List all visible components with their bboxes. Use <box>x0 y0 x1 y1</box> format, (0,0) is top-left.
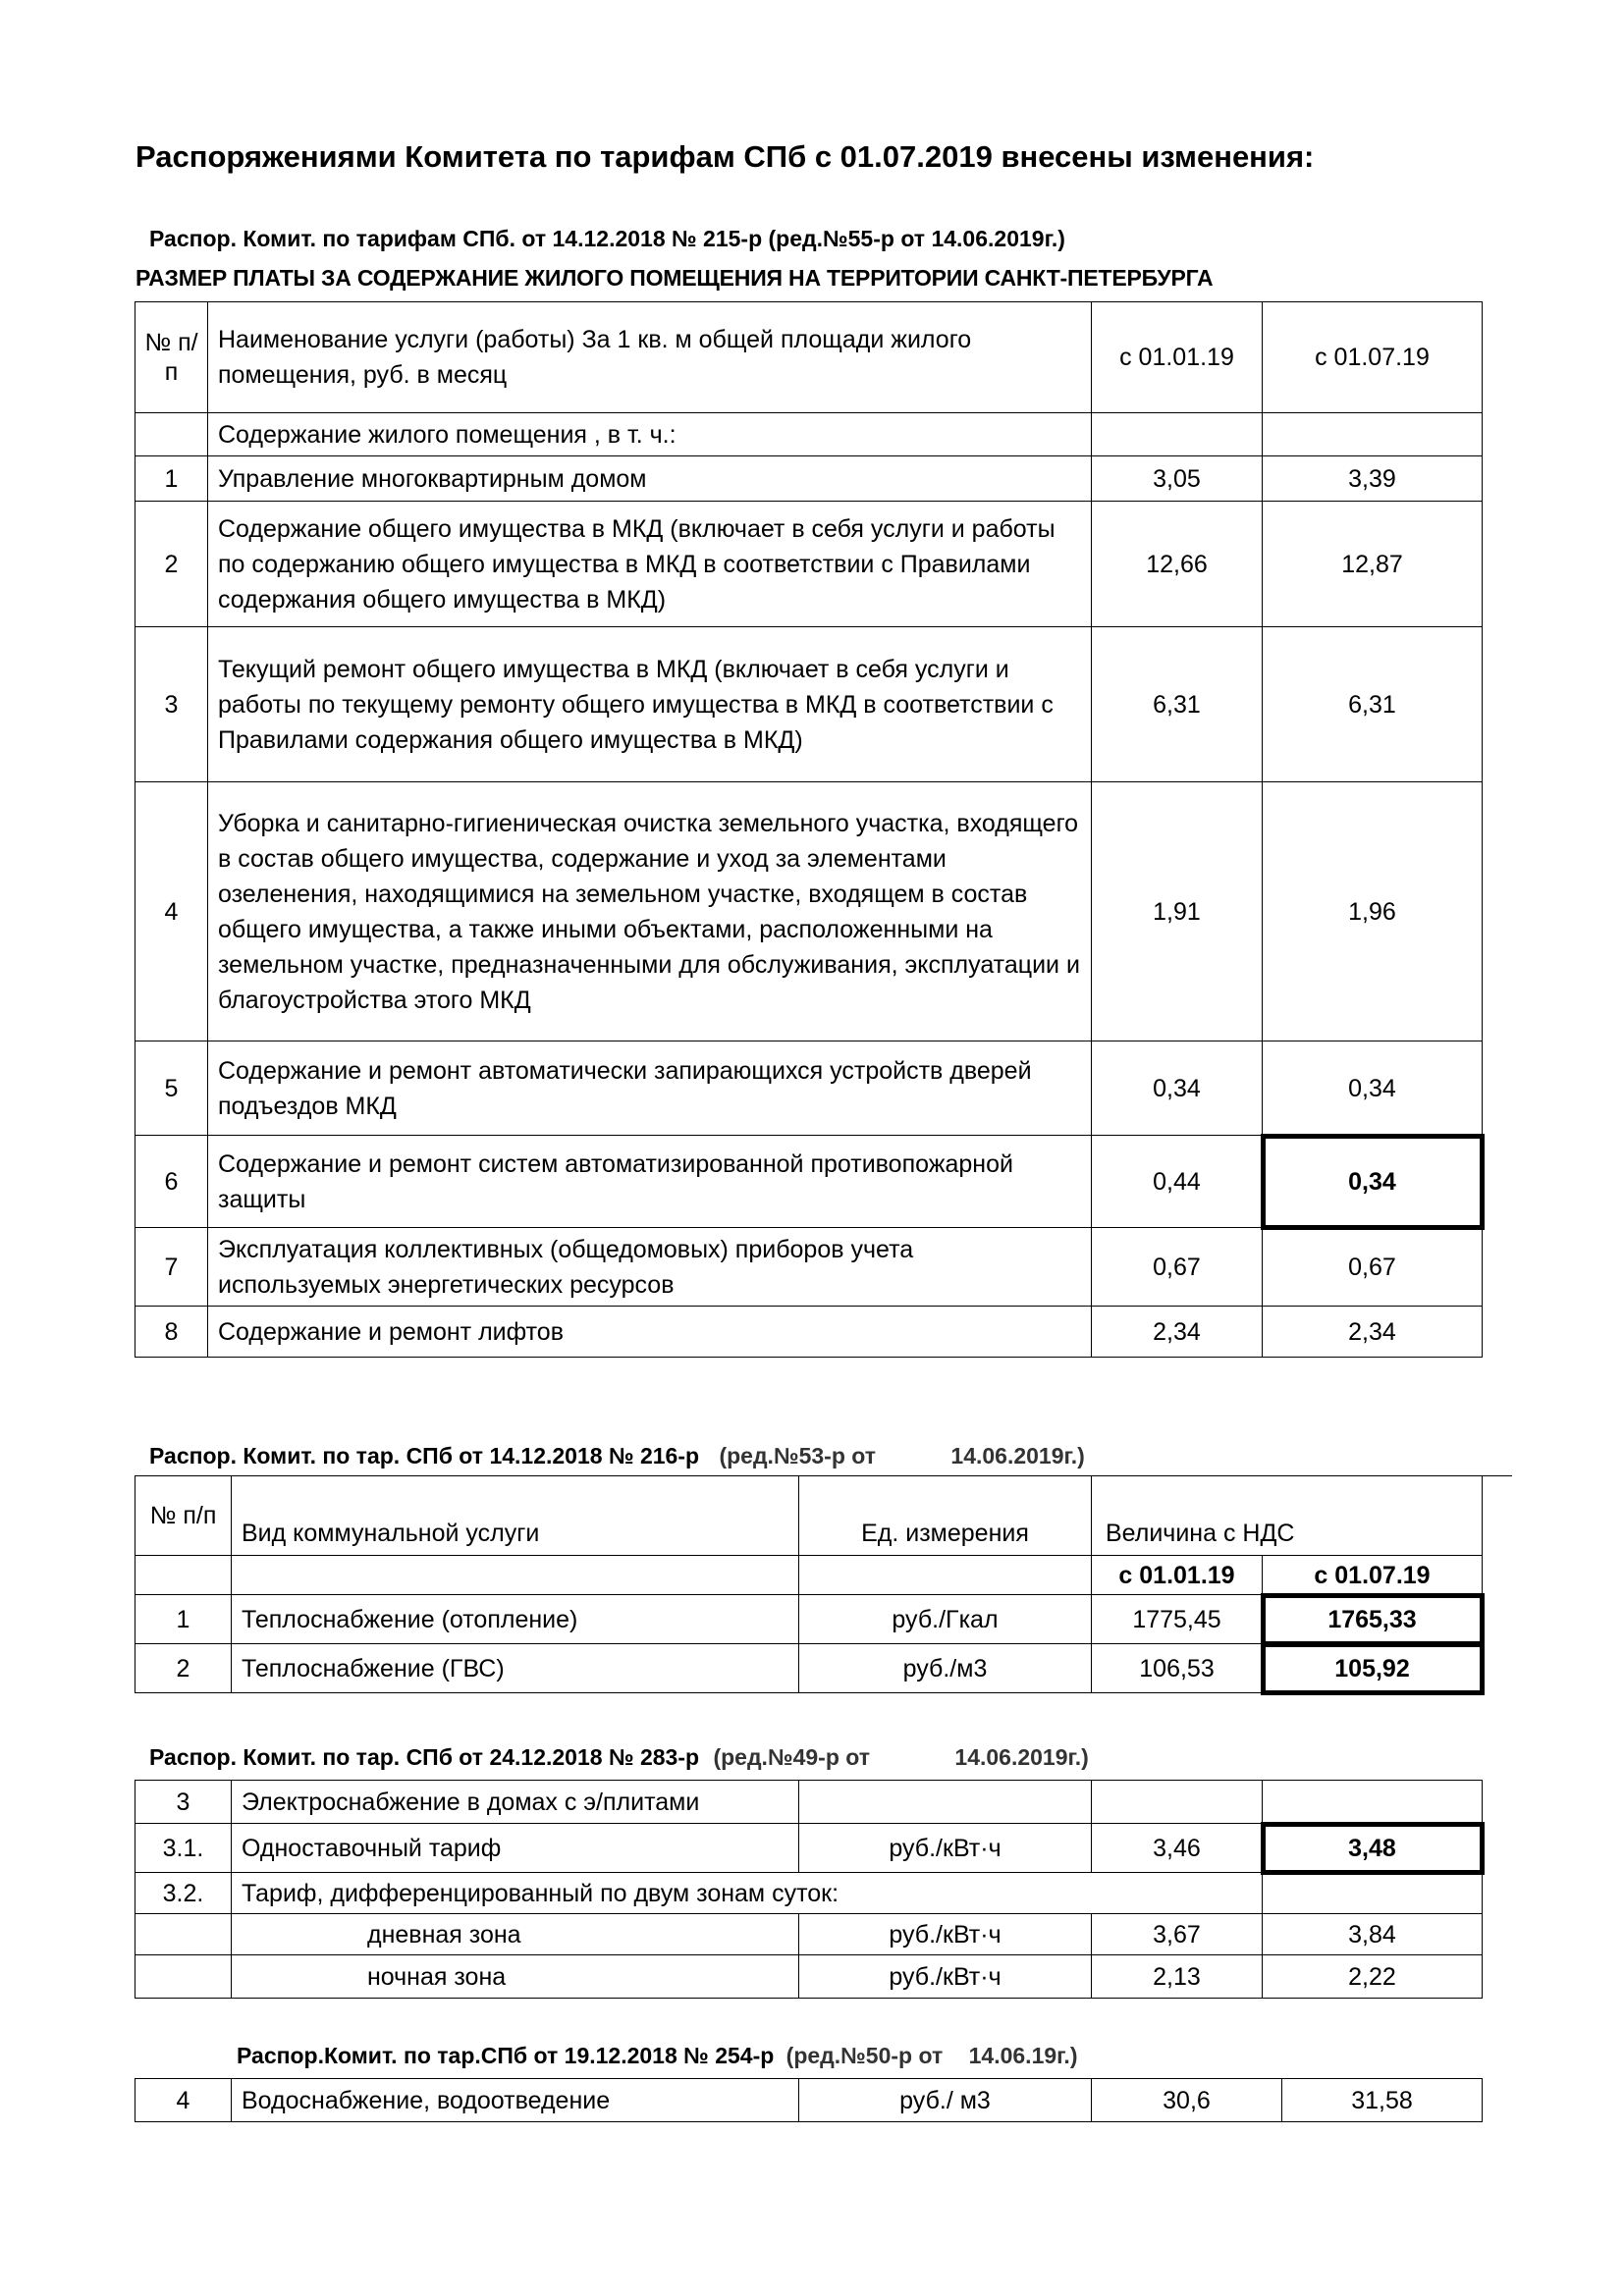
changed-value: 1765,33 <box>1263 1595 1483 1644</box>
table-row: 5 Содержание и ремонт автоматически запирающихся устройств дверей подъездов МКД 0,34 0,34 <box>135 1041 1483 1136</box>
water-table <box>135 2078 1483 2122</box>
table-row: 1 Управление многоквартирным домом 3,05 3,39 <box>135 456 1483 502</box>
section3-ref: Распор. Комит. по тар. СПб от 24.12.2018 № 283-р (ред.№49-р от 14.06.2019г.) <box>149 1744 1089 1770</box>
changed-value: 3,48 <box>1263 1824 1483 1873</box>
table-row: 3 Электроснабжение в домах с э/плитами <box>135 1781 1483 1824</box>
table-row: 3.1. Одноставочный тариф руб./кВт·ч 3,46 3,48 <box>135 1824 1483 1873</box>
table-row: 3 Текущий ремонт общего имущества в МКД (включает в себя услуги и работы по текущему ремонту общего имущества в МКД в соответствии с Правилами содержания общего имущества в МКД) 6,31 6,31 <box>135 627 1483 782</box>
section2-ref: Распор. Комит. по тар. СПб от 14.12.2018 № 216-р (ред.№53-р от 14.06.2019г.) <box>149 1443 1085 1468</box>
table-header-row <box>135 302 1483 413</box>
table-header-row <box>135 1556 1483 1595</box>
electricity-table <box>135 1780 1483 1999</box>
header-col1: с 01.01.19 <box>1092 1556 1263 1595</box>
header-service: Вид коммунальной услуги <box>232 1476 799 1556</box>
table-row: дневная зона руб./кВт·ч 3,67 3,84 <box>135 1914 1483 1955</box>
header-col2: с 01.07.19 <box>1263 302 1483 413</box>
table-row: 7 Эксплуатация коллективных (общедомовых) приборов учета используемых энергетических ресурсов 0,67 0,67 <box>135 1228 1483 1307</box>
header-unit: Ед. измерения <box>799 1476 1092 1556</box>
group-row <box>135 413 1483 456</box>
section4-ref: Распор.Комит. по тар.СПб от 19.12.2018 № 254-р (ред.№50-р от 14.06.19г.) <box>237 2043 1078 2068</box>
maintenance-table <box>135 301 1483 1358</box>
changed-value: 0,34 <box>1263 1136 1483 1228</box>
table-row: 2 Теплоснабжение (ГВС) руб./м3 106,53 105,92 <box>135 1644 1483 1693</box>
table-row: 2 Содержание общего имущества в МКД (включает в себя услуги и работы по содержанию общего имущества в МКД в соответствии с Правилами содержания общего имущества в МКД) 12,66 12,87 <box>135 502 1483 627</box>
table-row: 1 Теплоснабжение (отопление) руб./Гкал 1775,45 1765,33 <box>135 1595 1483 1644</box>
table-row: 6 Содержание и ремонт систем автоматизированной противопожарной защиты 0,44 0,34 <box>135 1136 1483 1228</box>
utilities-table <box>135 1475 1483 1693</box>
table-row: ночная зона руб./кВт·ч 2,13 2,22 <box>135 1955 1483 1999</box>
header-col2: с 01.07.19 <box>1263 1556 1483 1595</box>
table-row: 4 Уборка и санитарно-гигиеническая очистка земельного участка, входящего в состав общего имущества, содержание и уход за элементами озеленения, находящимися на земельном участке, входящем в состав общего имущества, а также иными объектами, расположенными на земельном участке, предназначенными для обслуживания, эксплуатации и благоустройства этого МКД 1,91 1,96 <box>135 782 1483 1041</box>
table-header-row <box>135 1476 1483 1556</box>
changed-value: 105,92 <box>1263 1644 1483 1693</box>
header-num: № п/п <box>135 1476 232 1556</box>
page-title: Распоряжениями Комитета по тарифам СПб с 01.07.2019 внесены изменения: <box>135 139 1315 174</box>
table-row: 4 Водоснабжение, водоотведение руб./ м3 30,6 31,58 <box>135 2079 1483 2122</box>
table-row: 3.2. Тариф, дифференцированный по двум зонам суток: <box>135 1873 1483 1914</box>
header-num: № п/ п <box>135 302 208 413</box>
header-name: Наименование услуги (работы) За 1 кв. м общей площади жилого помещения, руб. в месяц <box>208 302 1092 413</box>
header-col1: с 01.01.19 <box>1092 302 1263 413</box>
table-row: 8 Содержание и ремонт лифтов 2,34 2,34 <box>135 1307 1483 1358</box>
group-label: Содержание жилого помещения , в т. ч.: <box>208 413 1092 456</box>
section1-ref: Распор. Комит. по тарифам СПб. от 14.12.2018 № 215-р (ред.№55-р от 14.06.2019г.) <box>149 226 1065 251</box>
section1-subtitle: РАЗМЕР ПЛАТЫ ЗА СОДЕРЖАНИЕ ЖИЛОГО ПОМЕЩЕНИЯ НА ТЕРРИТОРИИ САНКТ-ПЕТЕРБУРГА <box>135 265 1214 291</box>
header-value: Величина с НДС <box>1092 1476 1483 1556</box>
